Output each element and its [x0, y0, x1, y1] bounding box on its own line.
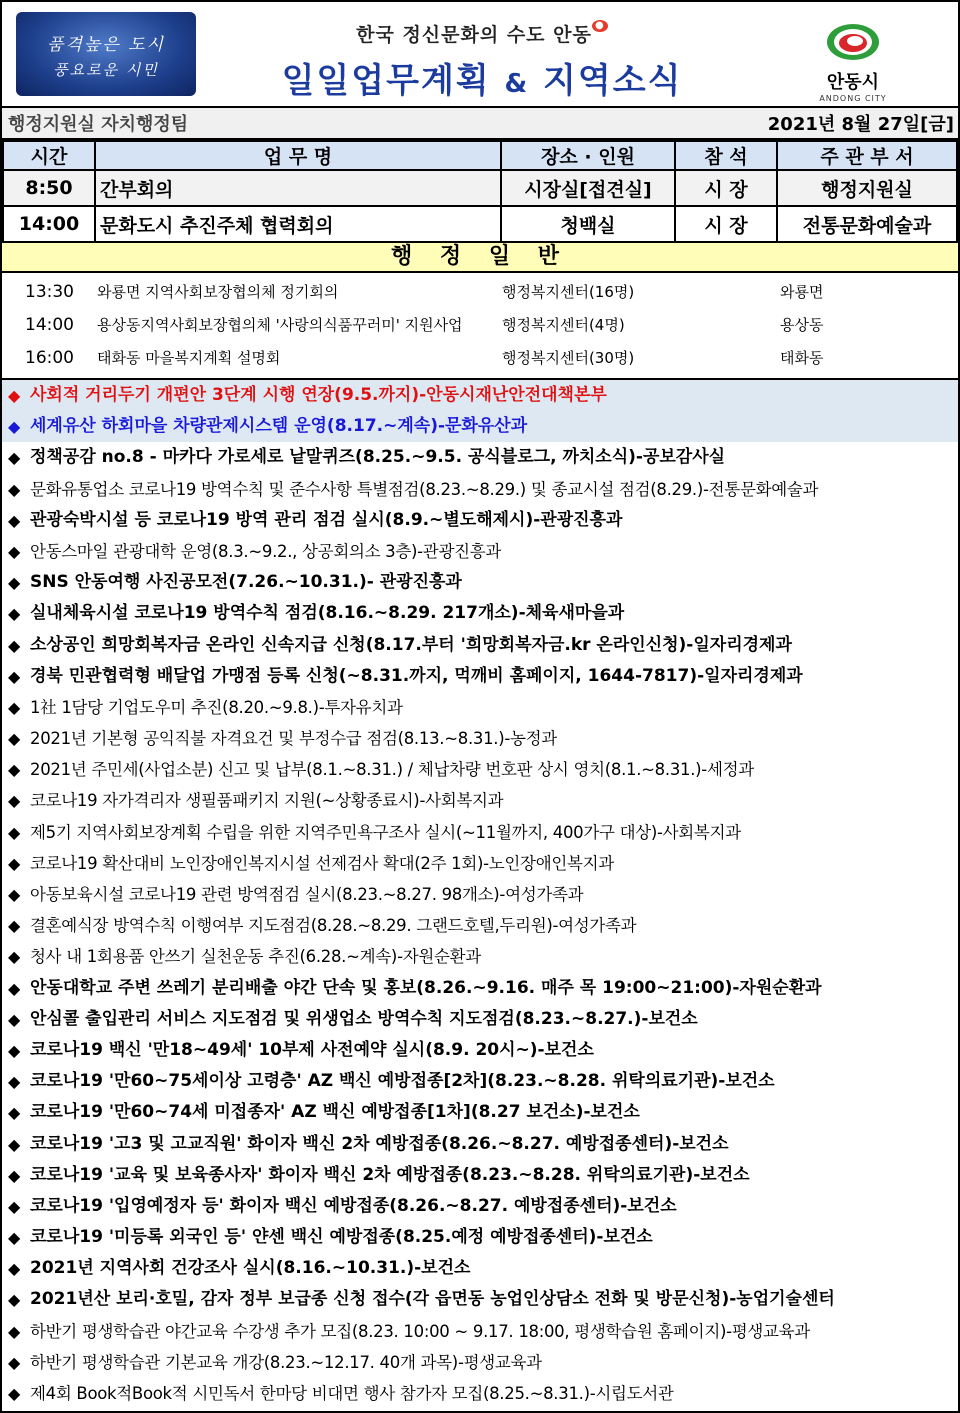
- diamond-bullet-icon: ◆: [8, 1196, 21, 1216]
- admin-item-time: 14:00: [25, 314, 74, 335]
- news-item-text: 코로나19 자가격리자 생필품패키지 지원(~상황종료시)-사회복지과: [30, 791, 504, 811]
- news-item: [2, 848, 958, 879]
- slogan-line-1: 품격높은 도시: [47, 35, 165, 55]
- diamond-bullet-icon: ◆: [8, 510, 21, 530]
- diamond-bullet-icon: ◆: [8, 853, 21, 873]
- diamond-bullet-icon: ◆: [8, 666, 21, 686]
- admin-item-place: 행정복지센터(4명): [502, 316, 625, 334]
- news-item: [2, 1035, 958, 1066]
- page-title: [202, 53, 762, 102]
- news-item: [2, 630, 958, 661]
- news-item: [2, 785, 958, 816]
- news-item: [2, 474, 958, 505]
- news-item: [2, 1253, 958, 1284]
- news-item-text: 2021년 기본형 공익직불 자격요건 및 부정수급 점검(8.13.~8.31.)-농정과: [30, 729, 557, 749]
- news-item: [2, 411, 958, 442]
- news-item: [2, 1316, 958, 1347]
- admin-item-task: 용상동지역사회보장협의체 '사랑의식품꾸러미' 지원사업: [97, 316, 463, 334]
- department-name: 행정지원실 자치행정팀: [8, 114, 189, 135]
- title-part-1: 일일업무계획: [281, 61, 491, 101]
- schedule-row: [3, 170, 957, 206]
- admin-schedule-list: [2, 273, 958, 380]
- title-ampersand: &: [504, 69, 530, 99]
- city-logo: [808, 22, 898, 103]
- news-item: [2, 941, 958, 972]
- local-news-list: [2, 380, 958, 1409]
- diamond-bullet-icon: ◆: [8, 1072, 21, 1092]
- banner-title-block: [202, 20, 762, 102]
- schedule-task: 문화도시 추진주체 협력회의: [95, 206, 501, 242]
- news-item-text: 안심콜 출입관리 서비스 지도점검 및 위생업소 방역수칙 지도점검(8.23.~8.27.)-보건소: [30, 1008, 698, 1029]
- diamond-bullet-icon: ◆: [8, 729, 21, 749]
- diamond-bullet-icon: ◆: [8, 697, 21, 717]
- news-item: [2, 1129, 958, 1160]
- news-item: [2, 380, 958, 411]
- city-emblem-icon: [825, 22, 881, 62]
- diamond-bullet-icon: ◆: [8, 1290, 21, 1310]
- diamond-bullet-icon: ◆: [8, 541, 21, 561]
- diamond-bullet-icon: ◆: [8, 448, 21, 468]
- news-item: [2, 817, 958, 848]
- header-place: 장소 · 인원: [501, 141, 675, 170]
- news-item-text: 하반기 평생학습관 기본교육 개강(8.23.~12.17. 40개 과목)-평생교육과: [30, 1352, 542, 1372]
- news-item-text: 코로나19 '만60~75세이상 고령층' AZ 백신 예방접종[2차](8.23.~8.28. 위탁의료기관)-보건소: [30, 1071, 775, 1092]
- schedule-table: [2, 140, 958, 243]
- news-item-text: SNS 안동여행 사진공모전(7.26.~10.31.)- 관광진흥과: [30, 572, 462, 593]
- news-item-text: 코로나19 확산대비 노인장애인복지시설 선제검사 확대(2주 1회)-노인장애인복지과: [30, 853, 614, 873]
- admin-item-time: 13:30: [25, 281, 74, 302]
- news-item-text: 정책공감 no.8 - 마카다 가로세로 낱말퀴즈(8.25.~9.5. 공식블로그, 까치소식)-공보감사실: [30, 447, 726, 468]
- news-item: [2, 661, 958, 692]
- diamond-bullet-icon: ◆: [8, 386, 21, 405]
- diamond-bullet-icon: ◆: [8, 635, 21, 655]
- news-item: [2, 1191, 958, 1222]
- banner-subtitle-text: 한국 정신문화의 수도 안동: [356, 24, 592, 46]
- news-item-text: 결혼예식장 방역수칙 이행여부 지도점검(8.28.~8.29. 그랜드호텔,두리원)-여성가족과: [30, 916, 637, 936]
- news-item: [2, 1004, 958, 1035]
- report-date: 2021년 8월 27일[금]: [767, 114, 954, 135]
- news-item: [2, 973, 958, 1004]
- diamond-bullet-icon: ◆: [8, 1134, 21, 1154]
- news-item-text: 경북 민관협력형 배달업 가맹점 등록 신청(~8.31.까지, 먹깨비 홈페이지, 1644-7817)-일자리경제과: [30, 665, 803, 686]
- schedule-task: 간부회의: [95, 170, 501, 206]
- diamond-bullet-icon: ◆: [8, 604, 21, 624]
- schedule-time: 8:50: [3, 170, 95, 206]
- admin-item-time: 16:00: [25, 347, 74, 368]
- news-item: [2, 1222, 958, 1253]
- diamond-bullet-icon: ◆: [8, 1009, 21, 1029]
- diamond-bullet-icon: ◆: [8, 417, 21, 437]
- news-item-text: 제4회 Book적Book적 시민독서 한마당 비대면 행사 참가자 모집(8.25.~8.31.)-시립도서관: [30, 1384, 674, 1403]
- news-item: [2, 879, 958, 910]
- dept-date-bar: [2, 108, 958, 140]
- news-item-text: 코로나19 '입영예정자 등' 화이자 백신 예방접종(8.26.~8.27. 예방접종센터)-보건소: [30, 1195, 677, 1216]
- section-title-bar: 행 정 일 반: [2, 243, 958, 273]
- diamond-bullet-icon: ◆: [8, 1259, 21, 1279]
- news-item-text: 관광숙박시설 등 코로나19 방역 관리 점검 실시(8.9.~별도해제시)-관광진흥과: [30, 509, 623, 530]
- diamond-bullet-icon: ◆: [8, 1352, 21, 1372]
- news-item: [2, 1284, 958, 1315]
- diamond-bullet-icon: ◆: [8, 760, 21, 780]
- diamond-bullet-icon: ◆: [8, 1040, 21, 1060]
- admin-item-dept: 와룡면: [780, 283, 824, 301]
- slogan-line-2: 풍요로운 시민: [53, 61, 159, 79]
- diamond-bullet-icon: ◆: [8, 479, 21, 499]
- schedule-row: [3, 206, 957, 242]
- news-item: [2, 692, 958, 723]
- admin-item-task: 와룡면 지역사회보장협의체 정기회의: [97, 283, 339, 301]
- news-item: [2, 1097, 958, 1128]
- diamond-bullet-icon: ◆: [8, 978, 21, 998]
- diamond-bullet-icon: ◆: [8, 916, 21, 936]
- news-item: [2, 1347, 958, 1378]
- news-item: [2, 754, 958, 785]
- news-item-text: 코로나19 '교육 및 보육종사자' 화이자 백신 2차 예방접종(8.23.~8.28. 위탁의료기관)-보건소: [30, 1164, 750, 1185]
- news-item-text: 소상공인 희망회복자금 온라인 신속지급 신청(8.17.부터 '희망회복자금.kr 온라인신청)-일자리경제과: [30, 634, 792, 655]
- news-item: [2, 505, 958, 536]
- diamond-bullet-icon: ◆: [8, 1384, 21, 1403]
- admin-item: [2, 275, 958, 308]
- news-item-text: 제5기 지역사회보장계획 수립을 위한 지역주민욕구조사 실시(~11월까지, 400가구 대상)-사회복지과: [30, 822, 741, 842]
- news-item: [2, 442, 958, 473]
- header-dept: 주 관 부 서: [777, 141, 957, 170]
- news-item: [2, 1066, 958, 1097]
- diamond-bullet-icon: ◆: [8, 791, 21, 811]
- news-item-text: 코로나19 '만60~74세 미접종자' AZ 백신 예방접종[1차](8.27 보건소)-보건소: [30, 1102, 640, 1123]
- news-item-text: 아동보육시설 코로나19 관련 방역점검 실시(8.23.~8.27. 98개소)-여성가족과: [30, 885, 584, 904]
- admin-item-task: 태화동 마을복지계획 설명회: [97, 349, 281, 367]
- news-item-text: 코로나19 백신 '만18~49세' 10부제 사전예약 실시(8.9. 20시~)-보건소: [30, 1039, 594, 1060]
- news-item-text: 안동스마일 관광대학 운영(8.3.~9.2., 상공회의소 3층)-관광진흥과: [30, 541, 502, 561]
- schedule-time: 14:00: [3, 206, 95, 242]
- diamond-bullet-icon: ◆: [8, 885, 21, 904]
- news-item-text: 하반기 평생학습관 야간교육 수강생 추가 모집(8.23. 10:00 ~ 9.17. 18:00, 평생학습원 홈페이지)-평생교육과: [30, 1321, 810, 1341]
- stamp-icon: ●: [592, 20, 608, 32]
- news-item-text: 실내체육시설 코로나19 방역수칙 점검(8.16.~8.29. 217개소)-체육새마을과: [30, 603, 625, 624]
- news-item-text: 사회적 거리두기 개편안 3단계 시행 연장(9.5.까지)-안동시재난안전대책본부: [30, 385, 607, 405]
- news-item-text: 2021년산 보리·호밀, 감자 정부 보급종 신청 접수(각 읍면동 농업인상담소 전화 및 방문신청)-농업기술센터: [30, 1289, 835, 1310]
- admin-item-place: 행정복지센터(16명): [502, 283, 635, 301]
- diamond-bullet-icon: ◆: [8, 1165, 21, 1185]
- logo-city-name: 안동시: [826, 72, 880, 93]
- logo-city-name-en: ANDONG CITY: [819, 94, 887, 103]
- header-attendee: 참 석: [675, 141, 777, 170]
- diamond-bullet-icon: ◆: [8, 573, 21, 593]
- header-task: 업 무 명: [95, 141, 501, 170]
- schedule-header-row: [3, 141, 957, 170]
- news-item: [2, 1378, 958, 1409]
- news-item: [2, 567, 958, 598]
- schedule-attendee: 시 장: [675, 206, 777, 242]
- news-item-text: 코로나19 '고3 및 고교직원' 화이자 백신 2차 예방접종(8.26.~8.27. 예방접종센터)-보건소: [30, 1133, 729, 1154]
- schedule-dept: 행정지원실: [777, 170, 957, 206]
- diamond-bullet-icon: ◆: [8, 1103, 21, 1123]
- news-item-text: 1社 1담당 기업도우미 추진(8.20.~9.8.)-투자유치과: [30, 697, 403, 717]
- banner-subtitle: [202, 20, 762, 47]
- admin-item-dept: 용상동: [780, 316, 824, 334]
- news-item-text: 2021년 주민세(사업소분) 신고 및 납부(8.1.~8.31.) / 체납차량 번호판 상시 영치(8.1.~8.31.)-세정과: [30, 760, 754, 780]
- header-banner: [2, 2, 958, 108]
- diamond-bullet-icon: ◆: [8, 1228, 21, 1248]
- city-slogan-badge: [16, 12, 196, 96]
- news-item-text: 청사 내 1회용품 안쓰기 실천운동 추진(6.28.~계속)-자원순환과: [30, 947, 481, 967]
- schedule-attendee: 시 장: [675, 170, 777, 206]
- news-item: [2, 1160, 958, 1191]
- schedule-place: 청백실: [501, 206, 675, 242]
- admin-item-dept: 태화동: [780, 349, 824, 367]
- news-item: [2, 910, 958, 941]
- admin-item: [2, 341, 958, 374]
- news-item: [2, 598, 958, 629]
- news-item: [2, 536, 958, 567]
- diamond-bullet-icon: ◆: [8, 947, 21, 967]
- admin-item: [2, 308, 958, 341]
- schedule-dept: 전통문화예술과: [777, 206, 957, 242]
- news-item-text: 안동대학교 주변 쓰레기 분리배출 야간 단속 및 홍보(8.26.~9.16. 매주 목 19:00~21:00)-자원순환과: [30, 977, 822, 998]
- diamond-bullet-icon: ◆: [8, 1321, 21, 1341]
- diamond-bullet-icon: ◆: [8, 822, 21, 842]
- schedule-place: 시장실[접견실]: [501, 170, 675, 206]
- news-item-text: 코로나19 '미등록 외국인 등' 얀센 백신 예방접종(8.25.예정 예방접종센터)-보건소: [30, 1227, 653, 1248]
- news-item: [2, 723, 958, 754]
- news-item-text: 2021년 지역사회 건강조사 실시(8.16.~10.31.)-보건소: [30, 1258, 471, 1279]
- news-item-text: 문화유통업소 코로나19 방역수칙 및 준수사항 특별점검(8.23.~8.29.) 및 종교시설 점검(8.29.)-전통문화예술과: [30, 479, 819, 499]
- admin-item-place: 행정복지센터(30명): [502, 349, 635, 367]
- news-item-text: 세계유산 하회마을 차량관제시스템 운영(8.17.~계속)-문화유산과: [30, 416, 528, 437]
- title-part-2: 지역소식: [543, 61, 683, 101]
- header-time: 시간: [3, 141, 95, 170]
